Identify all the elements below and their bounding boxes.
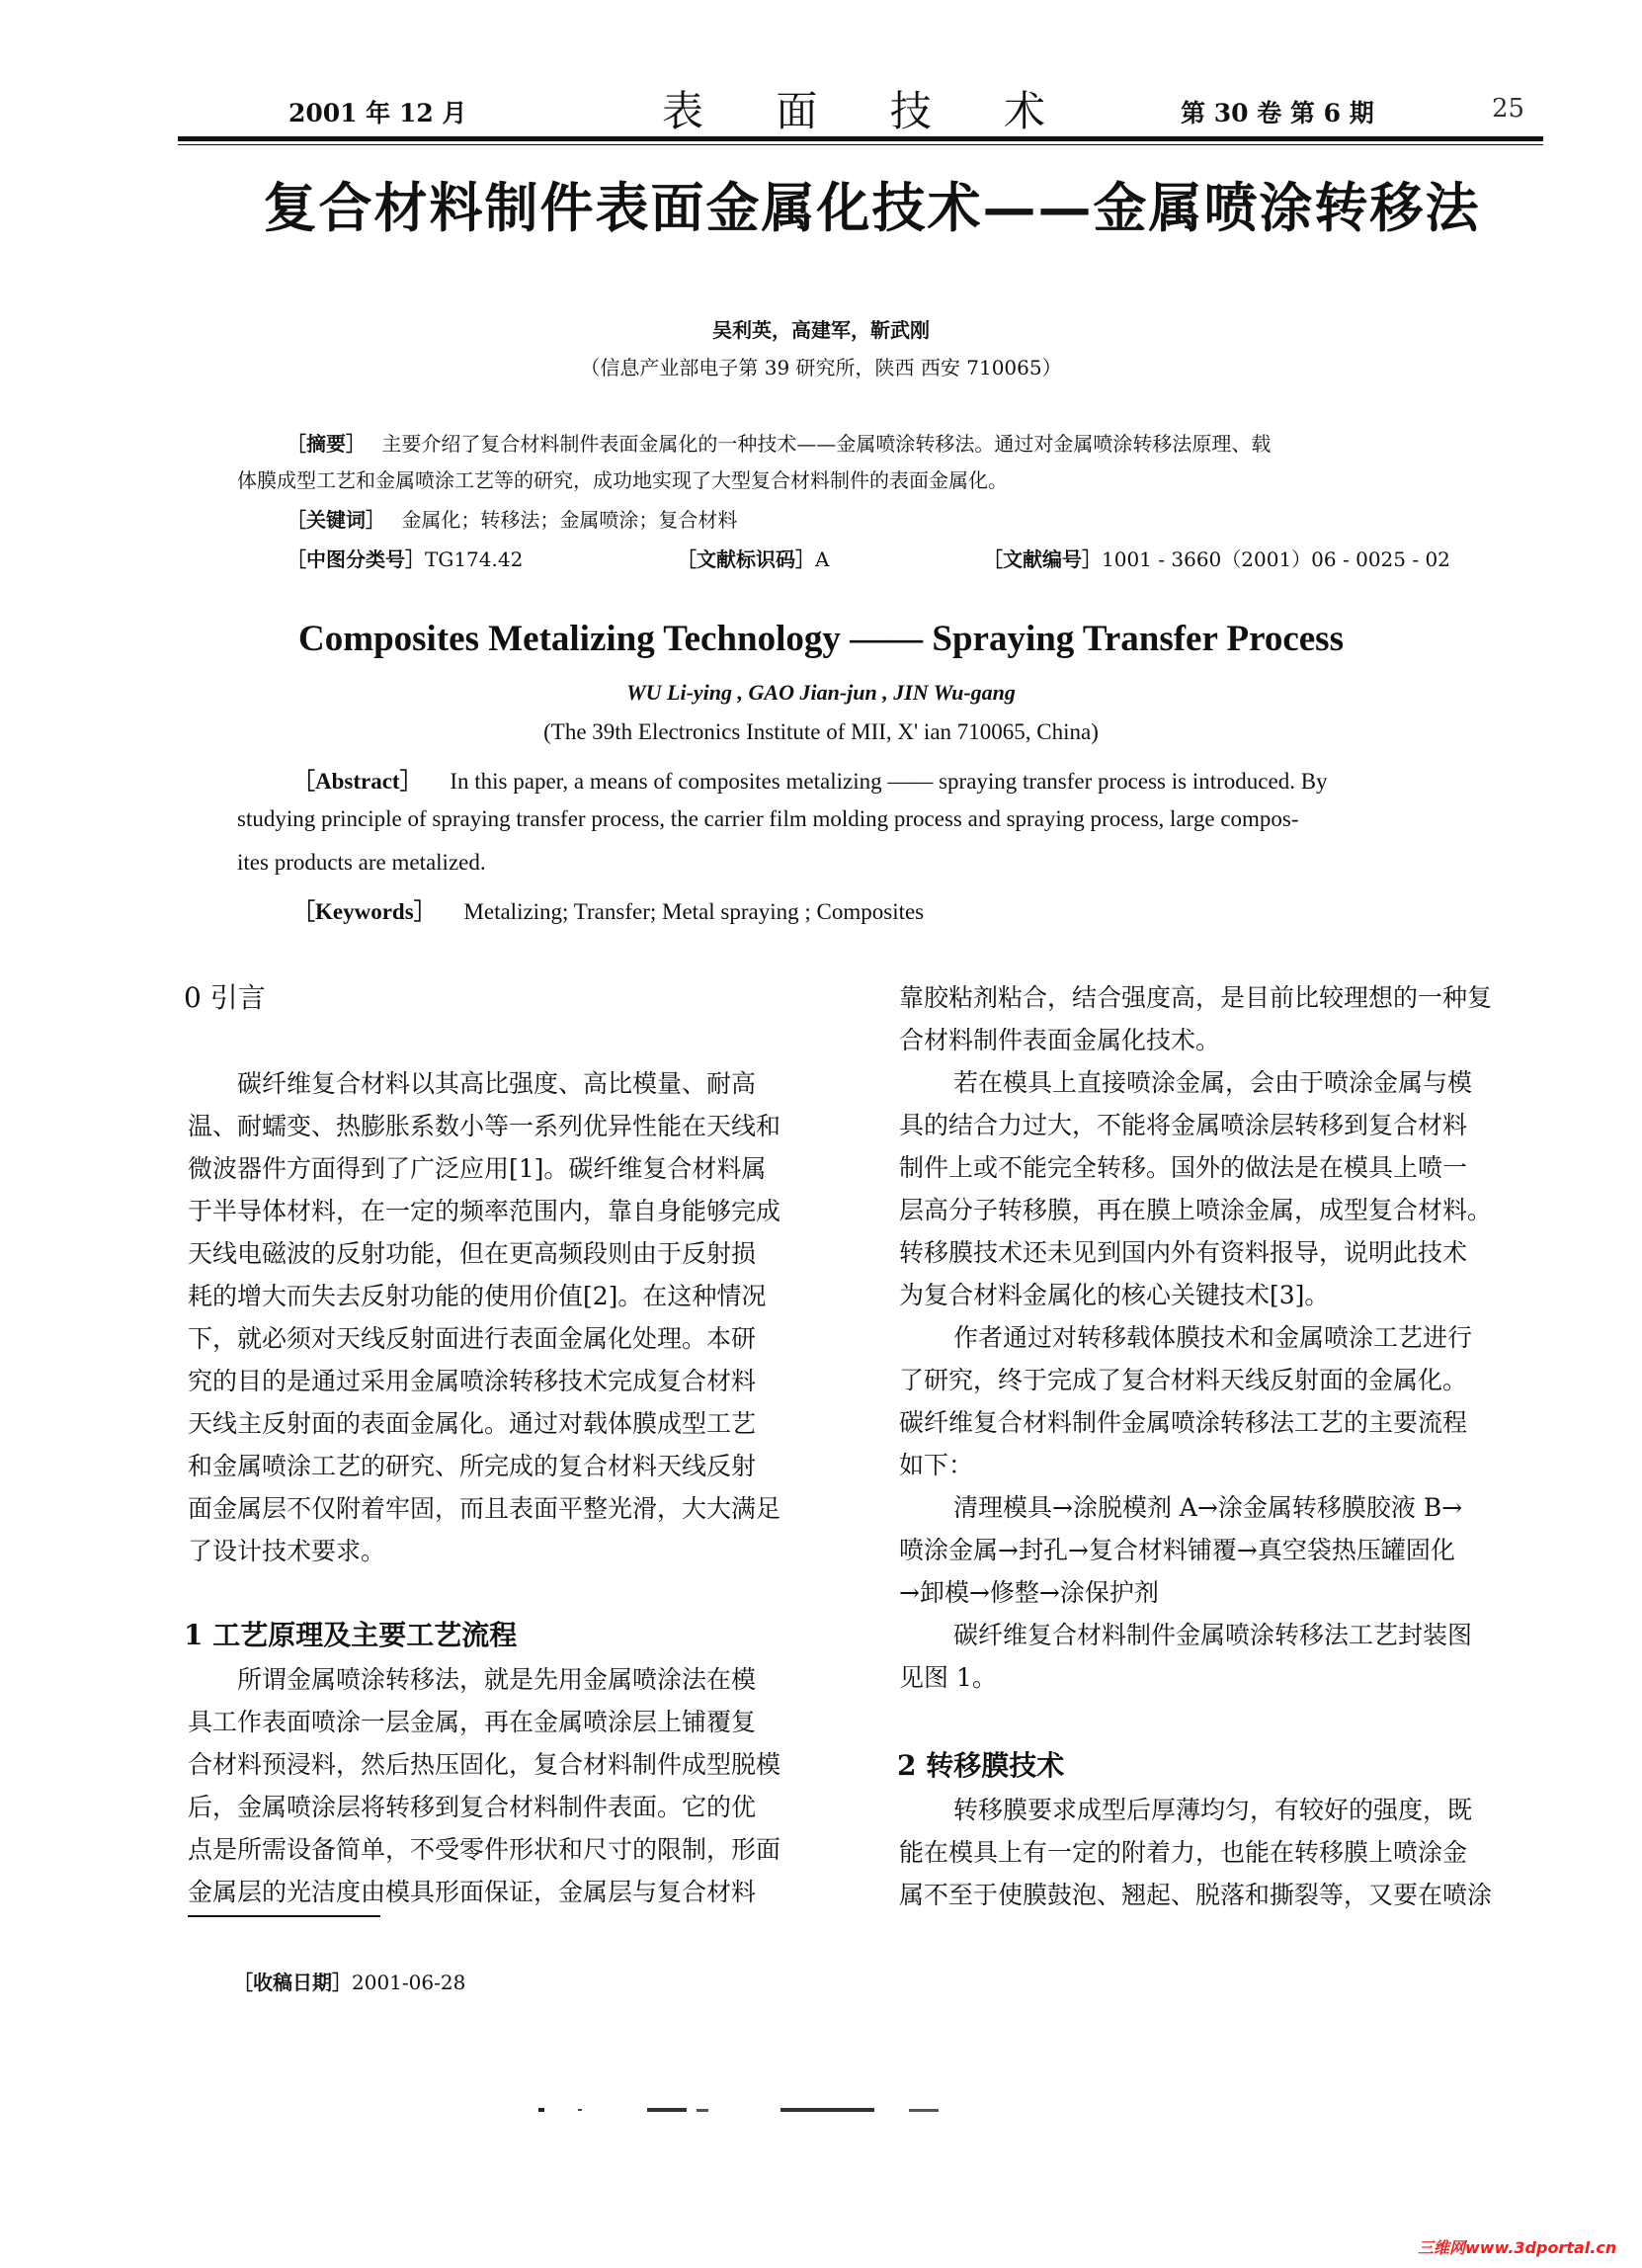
received-date: ［收稿日期］2001-06-28 <box>233 1971 466 1994</box>
keywords-en-label: ［Keywords］ <box>292 899 437 924</box>
left-col-line: 天线电磁波的反射功能，但在更高频段则由于反射损 <box>188 1239 757 1268</box>
affiliation-cn: （信息产业部电子第 39 研究所，陕西 西安 710065） <box>580 356 1062 379</box>
right-col-line: 靠胶粘剂粘合，结合强度高，是目前比较理想的一种复 <box>899 983 1493 1012</box>
right-col-line: 层高分子转移膜，再在膜上喷涂金属，成型复合材料。 <box>899 1196 1493 1224</box>
abstract-en-line-2: studying principle of spraying transfer process, the carrier film molding process and spraying process, large compos- <box>237 806 1299 831</box>
affiliation-en: (The 39th Electronics Institute of MII, X' ian 710065, China) <box>543 719 1099 744</box>
left-col-line: 金属层的光洁度由模具形面保证，金属层与复合材料 <box>188 1878 757 1906</box>
paper-title-en: Composites Metalizing Technology —— Spraying Transfer Process <box>298 619 1344 659</box>
abstract-en-line-1: ［Abstract］ In this paper, a means of composites metalizing —— spraying transfer process is introduced. By <box>292 769 1328 794</box>
right-col-line: 能在模具上有一定的附着力，也能在转移膜上喷涂金 <box>899 1838 1468 1867</box>
paper-title-cn: 复合材料制件表面金属化技术——金属喷涂转移法 <box>263 176 1481 239</box>
left-col-line: 所谓金属喷涂转移法，就是先用金属喷涂法在模 <box>237 1665 757 1694</box>
authors-cn: 吴利英，高建军，靳武刚 <box>712 318 930 342</box>
clc-number: ［中图分类号］TG174.42 <box>287 547 524 571</box>
right-col-line: 见图 1。 <box>899 1663 997 1692</box>
left-col-line: 点是所需设备简单，不受零件形状和尺寸的限制，形面 <box>188 1835 781 1864</box>
abstract-cn-line-2: 体膜成型工艺和金属喷涂工艺等的研究，成功地实现了大型复合材料制件的表面金属化。 <box>237 468 1008 492</box>
right-col-line: 转移膜技术还未见到国内外有资料报导，说明此技术 <box>899 1238 1468 1267</box>
header-rule-thick <box>178 136 1543 141</box>
page-number: 25 <box>1492 94 1525 124</box>
abstract-en-label: ［Abstract］ <box>292 769 423 794</box>
left-col-line: 后，金属喷涂层将转移到复合材料制件表面。它的优 <box>188 1793 757 1821</box>
right-col-line: 为复合材料金属化的核心关键技术[3]。 <box>899 1281 1330 1309</box>
left-col-line: 耗的增大而失去反射功能的使用价值[2]。在这种情况 <box>188 1282 767 1310</box>
right-col-line: 碳纤维复合材料制件金属喷涂转移法工艺的主要流程 <box>899 1408 1468 1437</box>
abstract-cn-label: ［摘要］ <box>287 432 366 456</box>
right-col-line: 碳纤维复合材料制件金属喷涂转移法工艺封装图 <box>953 1621 1473 1649</box>
abstract-cn-text-1: 主要介绍了复合材料制件表面金属化的一种技术——金属喷涂转移法。通过对金属喷涂转移法原理、载 <box>381 432 1272 456</box>
left-col-line: 于半导体材料，在一定的频率范围内，靠自身能够完成 <box>188 1197 781 1225</box>
right-col-line: 若在模具上直接喷涂金属，会由于喷涂金属与模 <box>953 1068 1473 1097</box>
left-col-line: 温、耐蠕变、热膨胀系数小等一系列优异性能在天线和 <box>188 1112 781 1140</box>
right-col-line: 如下： <box>899 1451 974 1479</box>
right-col-line: 制件上或不能完全转移。国外的做法是在模具上喷一 <box>899 1153 1468 1182</box>
keywords-cn-text: 金属化；转移法；金属喷涂；复合材料 <box>401 508 738 532</box>
process-flow-line: 清理模具→涂脱模剂 A→涂金属转移膜胶液 B→ <box>953 1493 1463 1522</box>
journal-name: 表 面 技 术 <box>662 87 1076 135</box>
keywords-en: ［Keywords］ Metalizing; Transfer; Metal spraying ; Composites <box>292 899 925 924</box>
footnote-rule <box>188 1915 380 1917</box>
left-col-line: 下，就必须对天线反射面进行表面金属化处理。本研 <box>188 1324 757 1353</box>
header-date: 2001 年 12 月 <box>288 99 467 127</box>
left-col-line: 究的目的是通过采用金属喷涂转移技术完成复合材料 <box>188 1367 757 1395</box>
left-col-line: 具工作表面喷涂一层金属，再在金属喷涂层上铺覆复 <box>188 1708 757 1736</box>
right-col-line: 了研究，终于完成了复合材料天线反射面的金属化。 <box>899 1366 1468 1394</box>
right-col-line: 属不至于使膜鼓泡、翘起、脱落和撕裂等，又要在喷涂 <box>899 1881 1493 1909</box>
left-col-line: 了设计技术要求。 <box>188 1537 386 1565</box>
right-col-line: 合材料制件表面金属化技术。 <box>899 1026 1221 1054</box>
keywords-cn-label: ［关键词］ <box>287 508 385 532</box>
right-col-line: 具的结合力过大，不能将金属喷涂层转移到复合材料 <box>899 1111 1468 1139</box>
left-col-line: 天线主反射面的表面金属化。通过对载体膜成型工艺 <box>188 1409 757 1438</box>
abstract-cn-line-1 <box>287 428 1271 457</box>
volume-issue: 第 30 卷 第 6 期 <box>1181 99 1374 127</box>
process-flow-line: →卸模→修整→涂保护剂 <box>899 1578 1159 1607</box>
document-code: ［文献标识码］A <box>677 547 830 571</box>
authors-en: WU Li-ying , GAO Jian-jun , JIN Wu-gang <box>626 680 1016 705</box>
scan-artifact <box>538 2108 973 2112</box>
watermark: 三维网www.3dportal.cn <box>1418 2238 1617 2257</box>
right-col-line: 作者通过对转移载体膜技术和金属喷涂工艺进行 <box>953 1323 1473 1352</box>
section-2-heading: 2 转移膜技术 <box>897 1749 1065 1782</box>
left-col-line: 合材料预浸料，然后热压固化，复合材料制件成型脱模 <box>188 1750 781 1779</box>
left-col-line: 面金属层不仅附着牢固，而且表面平整光滑，大大满足 <box>188 1494 781 1523</box>
header-rule-thin <box>178 144 1543 145</box>
left-col-line: 碳纤维复合材料以其高比强度、高比模量、耐高 <box>237 1069 757 1098</box>
left-col-line: 微波器件方面得到了广泛应用[1]。碳纤维复合材料属 <box>188 1154 767 1183</box>
left-col-line: 和金属喷涂工艺的研究、所完成的复合材料天线反射 <box>188 1452 757 1480</box>
right-col-line: 转移膜要求成型后厚薄均匀，有较好的强度，既 <box>953 1796 1473 1824</box>
article-id: ［文献编号］1001 - 3660（2001）06 - 0025 - 02 <box>983 547 1450 571</box>
section-0-heading: 0 引言 <box>184 981 266 1014</box>
keywords-cn <box>287 504 737 533</box>
process-flow-line: 喷涂金属→封孔→复合材料铺覆→真空袋热压罐固化 <box>899 1536 1455 1564</box>
abstract-en-line-3: ites products are metalized. <box>237 850 486 875</box>
section-1-heading: 1 工艺原理及主要工艺流程 <box>184 1619 518 1651</box>
